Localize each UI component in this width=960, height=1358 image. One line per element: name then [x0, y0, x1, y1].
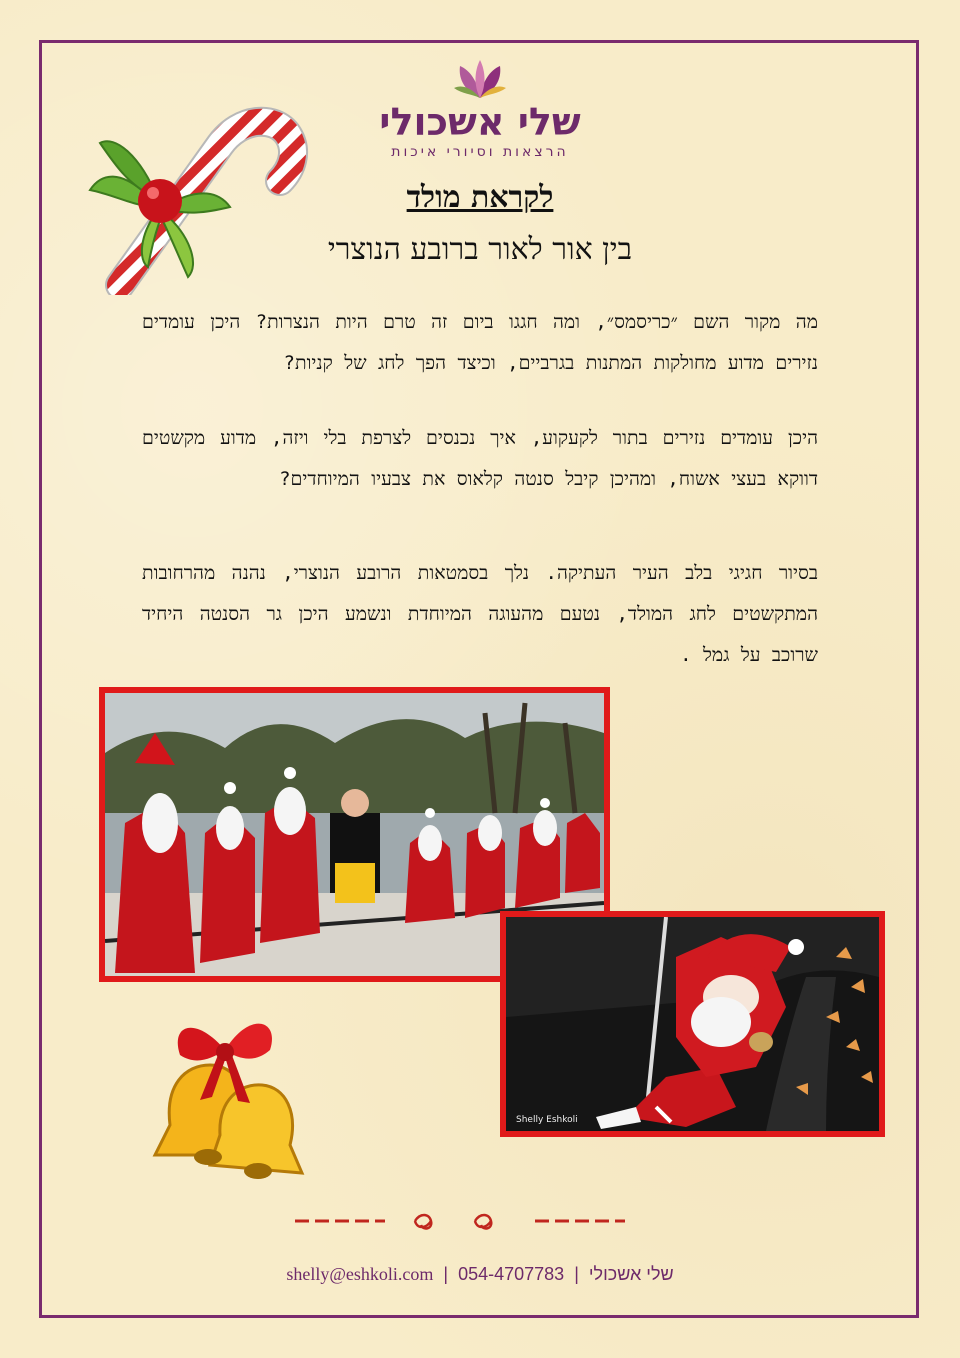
paragraph-3: בסיור חגיגי בלב העיר העתיקה. נלך בסמטאות הרובע הנוצרי, נהנה מהרחובות המתקשטים לחג המולד, נטעם מהעוגה המיוחדת ונשמע היכן גר הסנטה היחיד שרוכב על גמל . [142, 562, 818, 666]
footer-name: שלי אשכולי [588, 1264, 674, 1284]
footer-phone[interactable]: 054-4707783 [458, 1264, 565, 1284]
santa-climbing-photo [500, 911, 885, 1137]
footer-separator: | [433, 1264, 459, 1284]
logo-name: שלי אשכולי [379, 100, 581, 144]
santa-climbing-image [506, 917, 879, 1131]
christmas-bells-icon [140, 1005, 320, 1195]
paragraph-1: מה מקור השם ״כריסמס״, ומה חגגו ביום זה טרם היות הנצרות? היכן עומדים נזירים מדוע מחולקות המתנות בגרביים, וכיצד הפך לחג של קניות? [142, 311, 818, 374]
leaf-logo-icon [452, 58, 508, 102]
footer-email[interactable]: shelly@eshkoli.com [286, 1264, 434, 1284]
footer-contact [200, 1264, 760, 1285]
page-subtitle: בין אור לאור ברובע הנוצרי [327, 232, 633, 267]
page-title: לקראת מולד [406, 180, 554, 215]
ornamental-divider [290, 1206, 630, 1236]
logo [360, 58, 600, 158]
paragraph-2: היכן עומדים נזירים בתור לקעקוע, איך נכנסים לצרפת בלי ויזה, מדוע מקשטים דווקא בעצי אשוח, ומהיכן קיבל סנטה קלאוס את צבעיו המיוחדים? [142, 427, 818, 490]
photo-credit: Shelly Eshkoli [516, 1115, 578, 1125]
logo-tagline: הרצאות וסיורי איכות [391, 144, 569, 160]
footer-separator-2: | [564, 1264, 589, 1284]
